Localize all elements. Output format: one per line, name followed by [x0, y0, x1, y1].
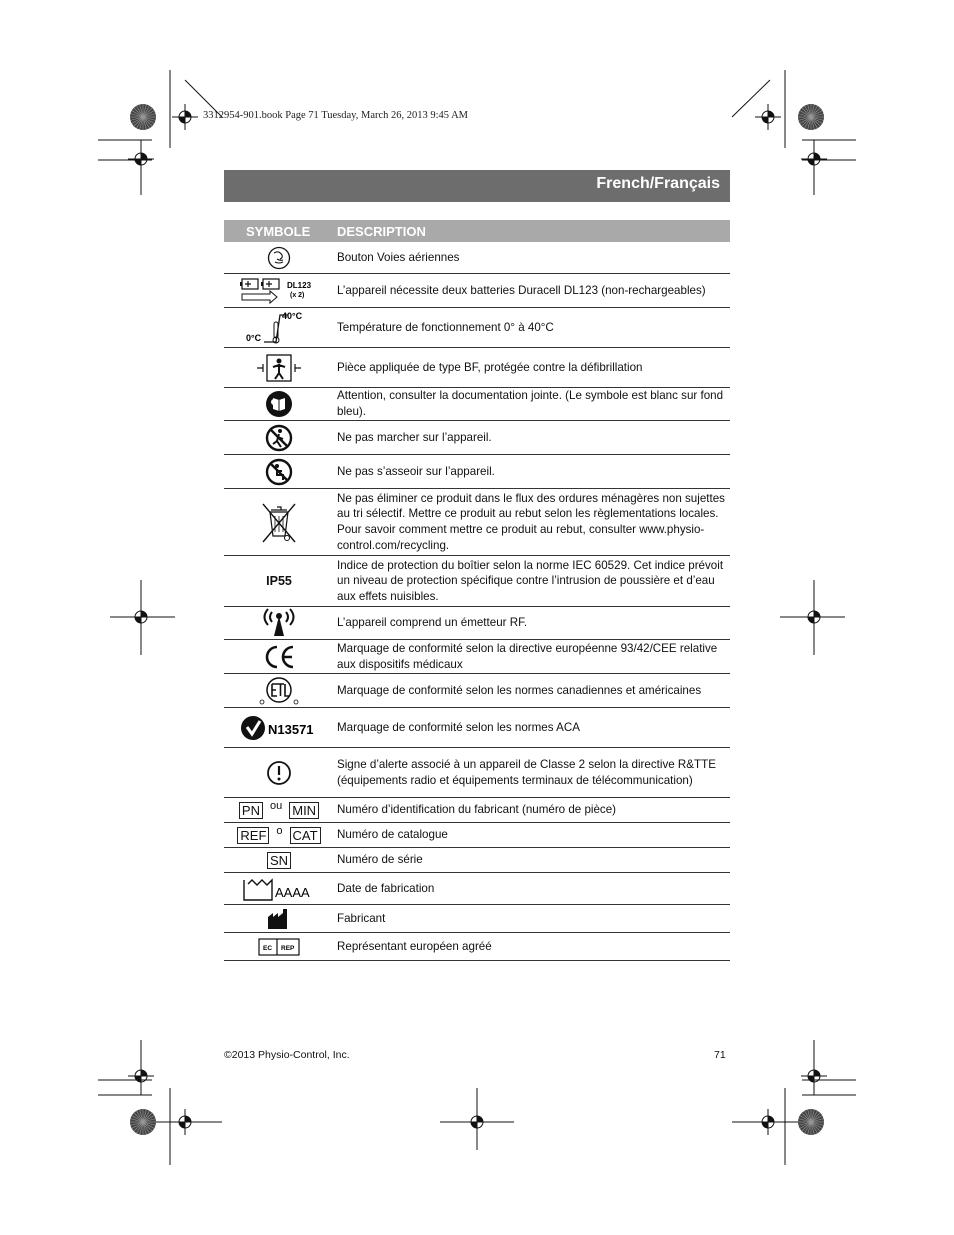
col-header-symbol: SYMBOLE	[246, 224, 311, 239]
manufacturer-icon	[224, 905, 334, 932]
class2-alert-icon	[224, 748, 334, 797]
page-number: 71	[714, 1049, 726, 1061]
or-conjunction: o	[276, 825, 283, 837]
row-description: Bouton Voies aériennes	[337, 250, 460, 264]
row-description: Représentant européen agréé	[337, 939, 492, 953]
year-placeholder-label: AAAA	[275, 884, 310, 900]
battery-model-label: DL123	[287, 280, 312, 290]
registration-crosshair	[801, 1063, 827, 1089]
row-description: L’appareil nécessite deux batteries Duracell DL123 (non-rechargeables)	[337, 283, 706, 297]
ec-label: EC	[263, 944, 273, 952]
rcm-number-label: N13571	[268, 721, 314, 737]
table-row	[224, 421, 730, 455]
row-description: Ne pas éliminer ce produit dans le flux des ordures ménagères non sujettes au tri sélectif. Mettre ce produit au rebut selon les règlementations locales. Pour savoir comment mettre ce produit au rebut, consulter www.physio-control.com/recycling.	[337, 491, 725, 552]
table-row	[224, 489, 730, 556]
row-description: Numéro de catalogue	[337, 828, 448, 842]
table-row	[224, 274, 730, 308]
ip55-label: IP55	[266, 574, 292, 588]
row-description: Numéro d’identification du fabricant (numéro de pièce)	[337, 803, 617, 817]
max-temp-label: 40°C	[282, 310, 303, 321]
table-row	[224, 708, 730, 748]
table-row	[224, 873, 730, 905]
pn-box: PN	[239, 802, 263, 819]
row-description: Température de fonctionnement 0° à 40°C	[337, 320, 554, 334]
table-row	[224, 556, 730, 607]
registration-crosshair	[128, 1063, 154, 1089]
table-row	[224, 640, 730, 674]
manufacture-date-icon	[224, 873, 334, 904]
section-banner	[224, 170, 730, 202]
row-description: Attention, consulter la documentation jointe. (Le symbole est blanc sur fond bleu).	[337, 389, 724, 418]
table-row	[224, 455, 730, 489]
do-not-step-icon	[224, 421, 334, 454]
table-row	[224, 242, 730, 274]
temperature-limit-icon	[224, 308, 334, 347]
table-row	[224, 823, 730, 848]
table-row	[224, 748, 730, 798]
print-header: 3312954-901.book Page 71 Tuesday, March 26, 2013 9:45 AM	[203, 110, 469, 121]
row-description: Pièce appliquée de type BF, protégée contre la défibrillation	[337, 360, 643, 374]
registration-crosshair	[464, 1109, 490, 1135]
cat-box: CAT	[290, 827, 321, 844]
registration-crosshair	[128, 604, 154, 630]
registration-starburst	[798, 104, 824, 130]
table-row	[224, 848, 730, 873]
section-title: French/Français	[596, 175, 720, 192]
registration-crosshair	[801, 146, 827, 172]
consult-documentation-icon	[224, 388, 334, 420]
row-description: L’appareil comprend un émetteur RF.	[337, 616, 528, 630]
table-row	[224, 674, 730, 708]
sn-box: SN	[267, 852, 291, 869]
row-description: Date de fabrication	[337, 881, 435, 895]
airway-button-icon	[224, 242, 334, 273]
footer-copyright: ©2013 Physio-Control, Inc.	[224, 1049, 350, 1061]
table-row	[224, 388, 730, 421]
table-row	[224, 348, 730, 388]
weee-crossed-bin-icon	[224, 489, 334, 555]
table-header	[224, 220, 730, 242]
registration-crosshair	[755, 104, 781, 130]
pn-min-boxes	[224, 798, 334, 822]
battery-count-label: (x 2)	[290, 291, 305, 299]
batteries-dl123-icon	[224, 274, 334, 307]
row-description: Signe d’alerte associé à un appareil de Classe 2 selon la directive R&TTE (équipements radio et équipements terminaux de télécommunication)	[337, 757, 716, 787]
ce-mark-icon	[224, 640, 334, 673]
registration-starburst	[130, 104, 156, 130]
row-description: Fabricant	[337, 911, 386, 925]
min-temp-label: 0°C	[246, 332, 262, 343]
rf-transmitter-icon	[224, 607, 334, 639]
registration-starburst	[130, 1109, 156, 1135]
sn-box-cell	[224, 848, 334, 872]
registration-starburst	[798, 1109, 824, 1135]
table-row	[224, 308, 730, 348]
do-not-sit-icon	[224, 455, 334, 488]
registration-crosshair	[172, 104, 198, 130]
etl-listed-icon	[224, 674, 334, 707]
table-row	[224, 933, 730, 961]
row-description: Ne pas s’asseoir sur l’appareil.	[337, 464, 495, 478]
table-row	[224, 607, 730, 640]
ref-box: REF	[237, 827, 269, 844]
row-description: Marquage de conformité selon la directive européenne 93/42/CEE relative aux dispositifs médicaux	[337, 641, 718, 671]
row-description: Marquage de conformité selon les normes canadiennes et américaines	[337, 683, 702, 697]
registration-crosshair	[755, 1109, 781, 1135]
registration-crosshair	[128, 146, 154, 172]
symbols-table	[224, 220, 730, 961]
table-row	[224, 905, 730, 933]
rep-label: REP	[281, 944, 295, 952]
row-description: Numéro de série	[337, 853, 423, 867]
or-conjunction: ou	[269, 800, 283, 812]
table-row	[224, 798, 730, 823]
row-description: Marquage de conformité selon les normes ACA	[337, 720, 580, 734]
min-box: MIN	[289, 802, 319, 819]
col-header-description: DESCRIPTION	[337, 224, 426, 239]
row-description: Indice de protection du boîtier selon la norme IEC 60529. Cet indice prévoit un niveau de protection spécifique contre l’intrusion de poussière et d’eau aux effets nuisibles.	[337, 558, 724, 603]
row-description: Ne pas marcher sur l’appareil.	[337, 430, 492, 444]
rcm-n13571-icon	[224, 708, 334, 747]
registration-crosshair	[172, 1109, 198, 1135]
ec-rep-icon	[224, 933, 334, 960]
registration-crosshair	[801, 604, 827, 630]
type-bf-defib-proof-icon	[224, 348, 334, 387]
ref-cat-boxes	[224, 823, 334, 847]
